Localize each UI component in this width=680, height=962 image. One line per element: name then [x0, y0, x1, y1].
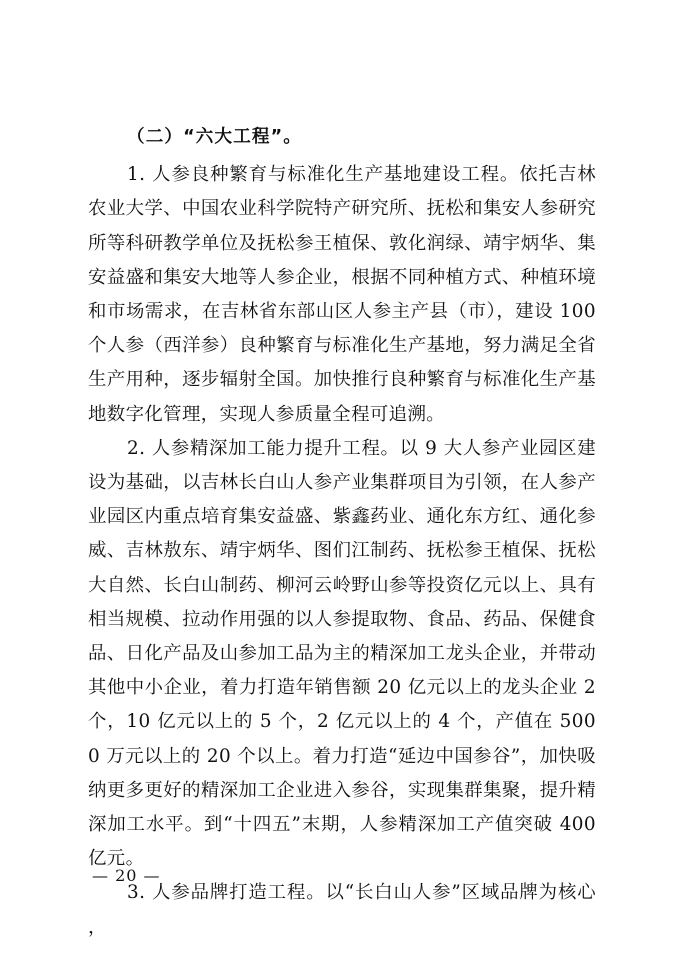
paragraph-1: 1. 人参良种繁育与标准化生产基地建设工程。依托吉林农业大学、中国农业科学院特产研究所、抚松和集安人参研究所等科研教学单位及抚松参王植保、敦化润绿、靖宇炳华、集安益盛和集安大地等人参企业，根据不同种植方式、种植环境和市场需求，在吉林省东部山区人参主产县（市），建设 100 个人参（西洋参）良种繁育与标准化生产基地，努力满足全省生产用种，逐步辐射全国。加快推行良种繁育与标准化生产基地数字化管理，实现人参质量全程可追溯。	[88, 164, 596, 425]
paragraph-3: 3. 人参品牌打造工程。以“长白山人参”区域品牌为核心，	[88, 882, 596, 938]
page-body	[88, 120, 596, 945]
page-number: — 20 —	[92, 866, 161, 885]
section-heading: （二）“六大工程”。	[127, 127, 303, 147]
paragraph-2: 2. 人参精深加工能力提升工程。以 9 大人参产业园区建设为基础，以吉林长白山人参产业集群项目为引领，在人参产业园区内重点培育集安益盛、紫鑫药业、通化东方红、通化参威、吉林敖东、靖宇炳华、图们江制药、抚松参王植保、抚松大自然、长白山制药、柳河云岭野山参等投资亿元以上、具有相当规模、拉动作用强的以人参提取物、食品、药品、保健食品、日化产品及山参加工品为主的精深加工龙头企业，并带动其他中小企业，着力打造年销售额 20 亿元以上的龙头企业 2 个，10 亿元以上的 5 个，2 亿元以上的 4 个，产值在 5000 万元以上的 20 个以上。着力打造“延边中国参谷”，加快吸纳更多更好的精深加工企业进入参谷，实现集群集聚，提升精深加工水平。到“十四五”末期，人参精深加工产值突破 400 亿元。	[88, 437, 596, 870]
